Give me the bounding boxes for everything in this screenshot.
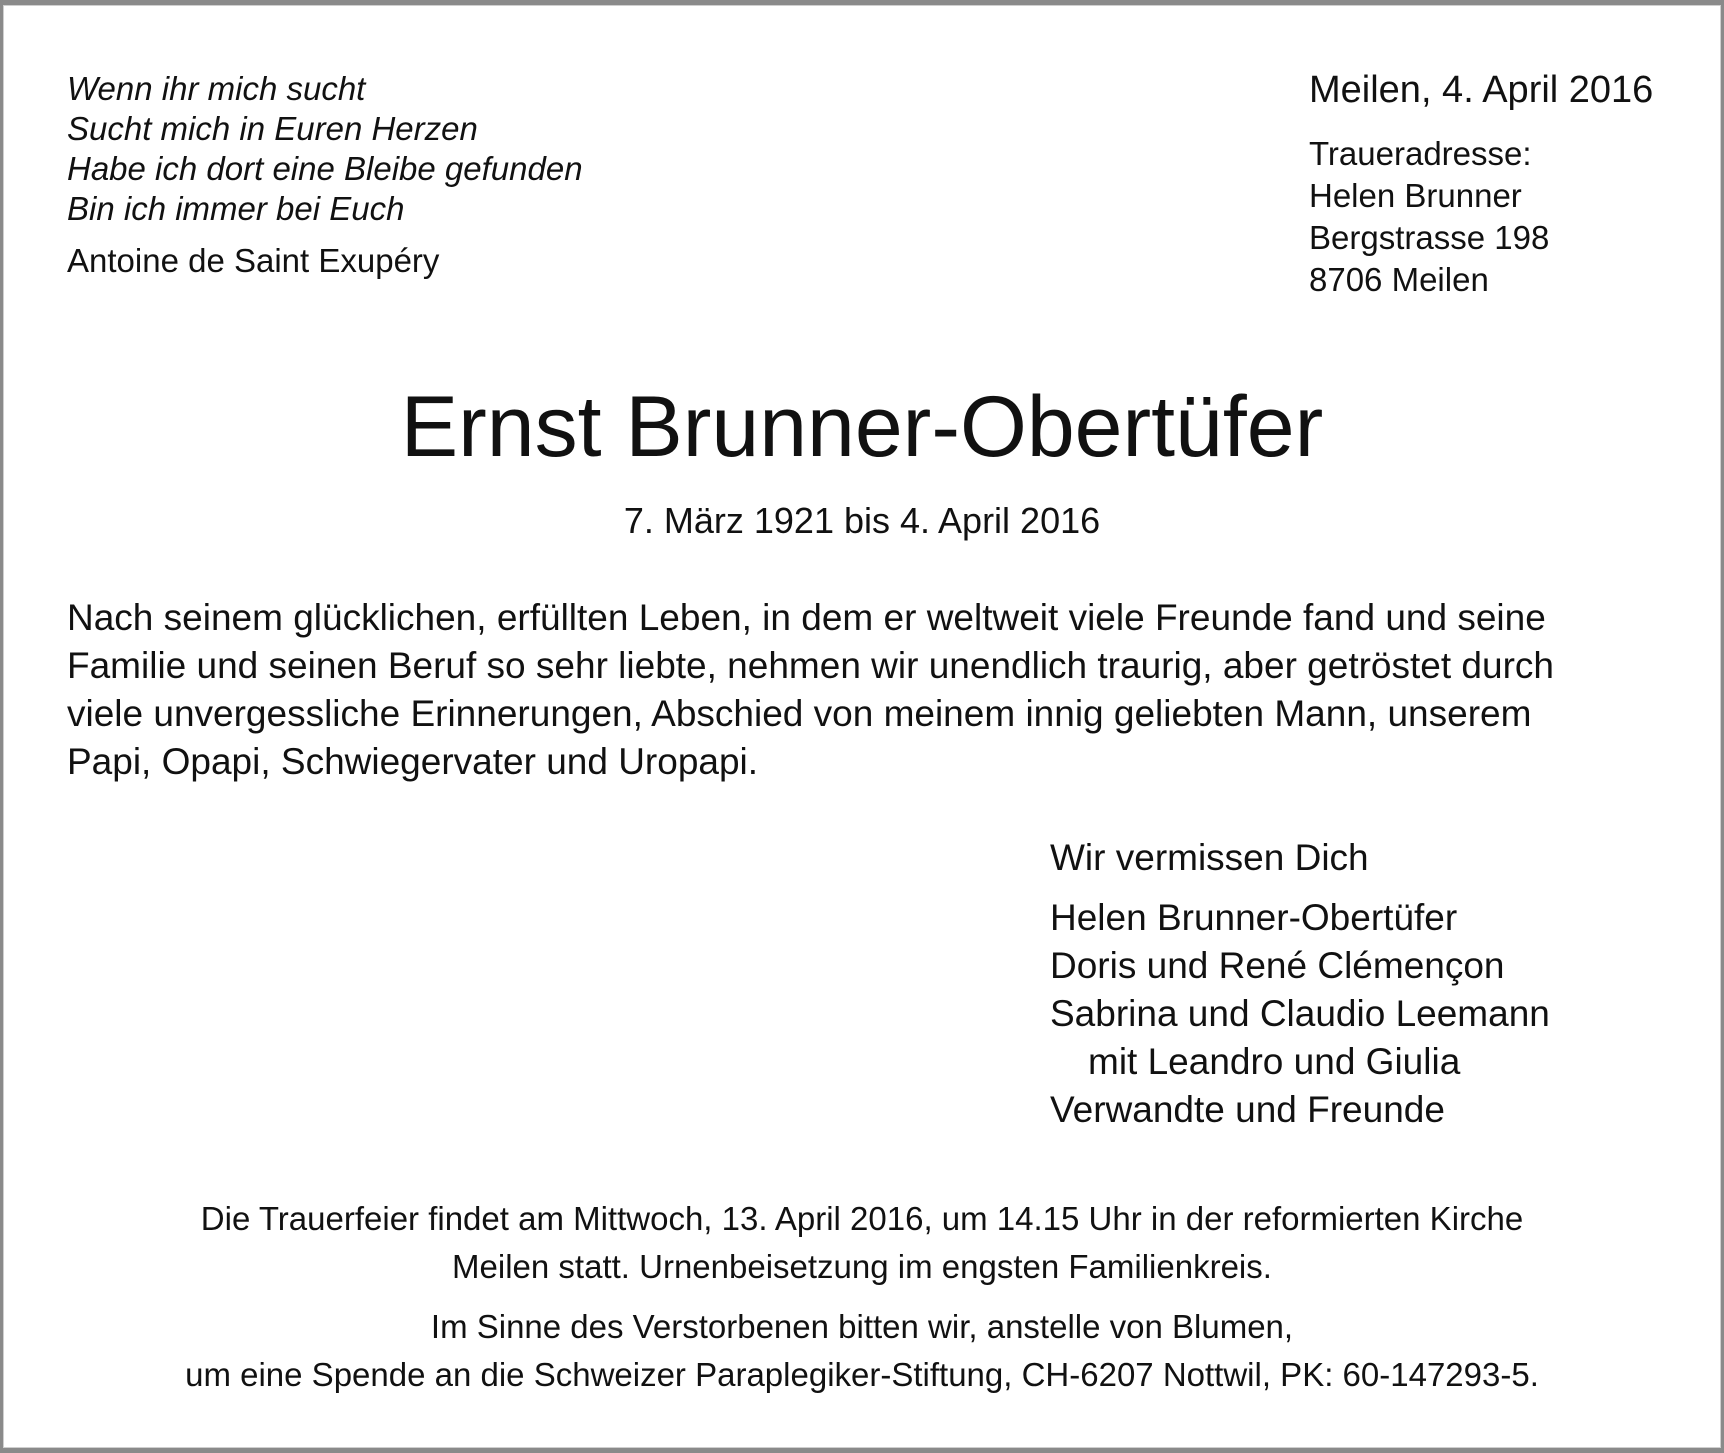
address-name: Helen Brunner bbox=[1309, 177, 1522, 214]
announcement-text bbox=[67, 594, 1667, 786]
address-label: Traueradresse: bbox=[1309, 135, 1532, 172]
obituary-notice bbox=[3, 5, 1721, 1448]
poem-line: Bin ich immer bei Euch bbox=[67, 190, 405, 227]
mourner-name: Doris und René Clémençon bbox=[1050, 945, 1505, 986]
mourner-name: mit Leandro und Giulia bbox=[1088, 1041, 1461, 1082]
mourning-address bbox=[1309, 133, 1549, 301]
mourners-heading: Wir vermissen Dich bbox=[1050, 837, 1369, 878]
poem-author: Antoine de Saint Exupéry bbox=[67, 242, 440, 279]
donation-line: Im Sinne des Verstorbenen bitten wir, anstelle von Blumen, bbox=[430, 1308, 1294, 1345]
donation-line: um eine Spende an die Schweizer Paraplegiker-Stiftung, CH-6207 Nottwil, PK: 60-147293-5. bbox=[185, 1356, 1539, 1393]
life-dates: 7. März 1921 bis 4. April 2016 bbox=[623, 500, 1101, 541]
mourner-name: Sabrina und Claudio Leemann bbox=[1050, 993, 1550, 1034]
announcement-line: Familie und seinen Beruf so sehr liebte, nehmen wir unendlich traurig, aber getröstet durch bbox=[67, 645, 1554, 686]
service-info bbox=[3, 1195, 1721, 1291]
service-line: Meilen statt. Urnenbeisetzung im engsten Familienkreis. bbox=[452, 1248, 1272, 1285]
mourner-name: Helen Brunner-Obertüfer bbox=[1050, 897, 1458, 938]
poem-line: Sucht mich in Euren Herzen bbox=[67, 110, 478, 147]
mourners-list bbox=[1050, 894, 1550, 1134]
donation-info bbox=[3, 1303, 1721, 1399]
announcement-line: Nach seinem glücklichen, erfüllten Leben, in dem er weltweit viele Freunde fand und seine bbox=[67, 597, 1546, 638]
poem-line: Wenn ihr mich sucht bbox=[67, 70, 366, 107]
announcement-line: viele unvergessliche Erinnerungen, Abschied von meinem innig geliebten Mann, unserem bbox=[67, 693, 1532, 734]
address-city: 8706 Meilen bbox=[1309, 261, 1489, 298]
announcement-line: Papi, Opapi, Schwiegervater und Uropapi. bbox=[67, 741, 759, 782]
place-date: Meilen, 4. April 2016 bbox=[1309, 69, 1654, 111]
service-line: Die Trauerfeier findet am Mittwoch, 13. April 2016, um 14.15 Uhr in der reformierten Kirche bbox=[200, 1200, 1524, 1237]
poem-line: Habe ich dort eine Bleibe gefunden bbox=[67, 150, 583, 187]
deceased-name: Ernst Brunner-Obertüfer bbox=[400, 379, 1324, 475]
mourner-name: Verwandte und Freunde bbox=[1050, 1089, 1445, 1130]
poem bbox=[67, 69, 583, 229]
address-street: Bergstrasse 198 bbox=[1309, 219, 1550, 256]
